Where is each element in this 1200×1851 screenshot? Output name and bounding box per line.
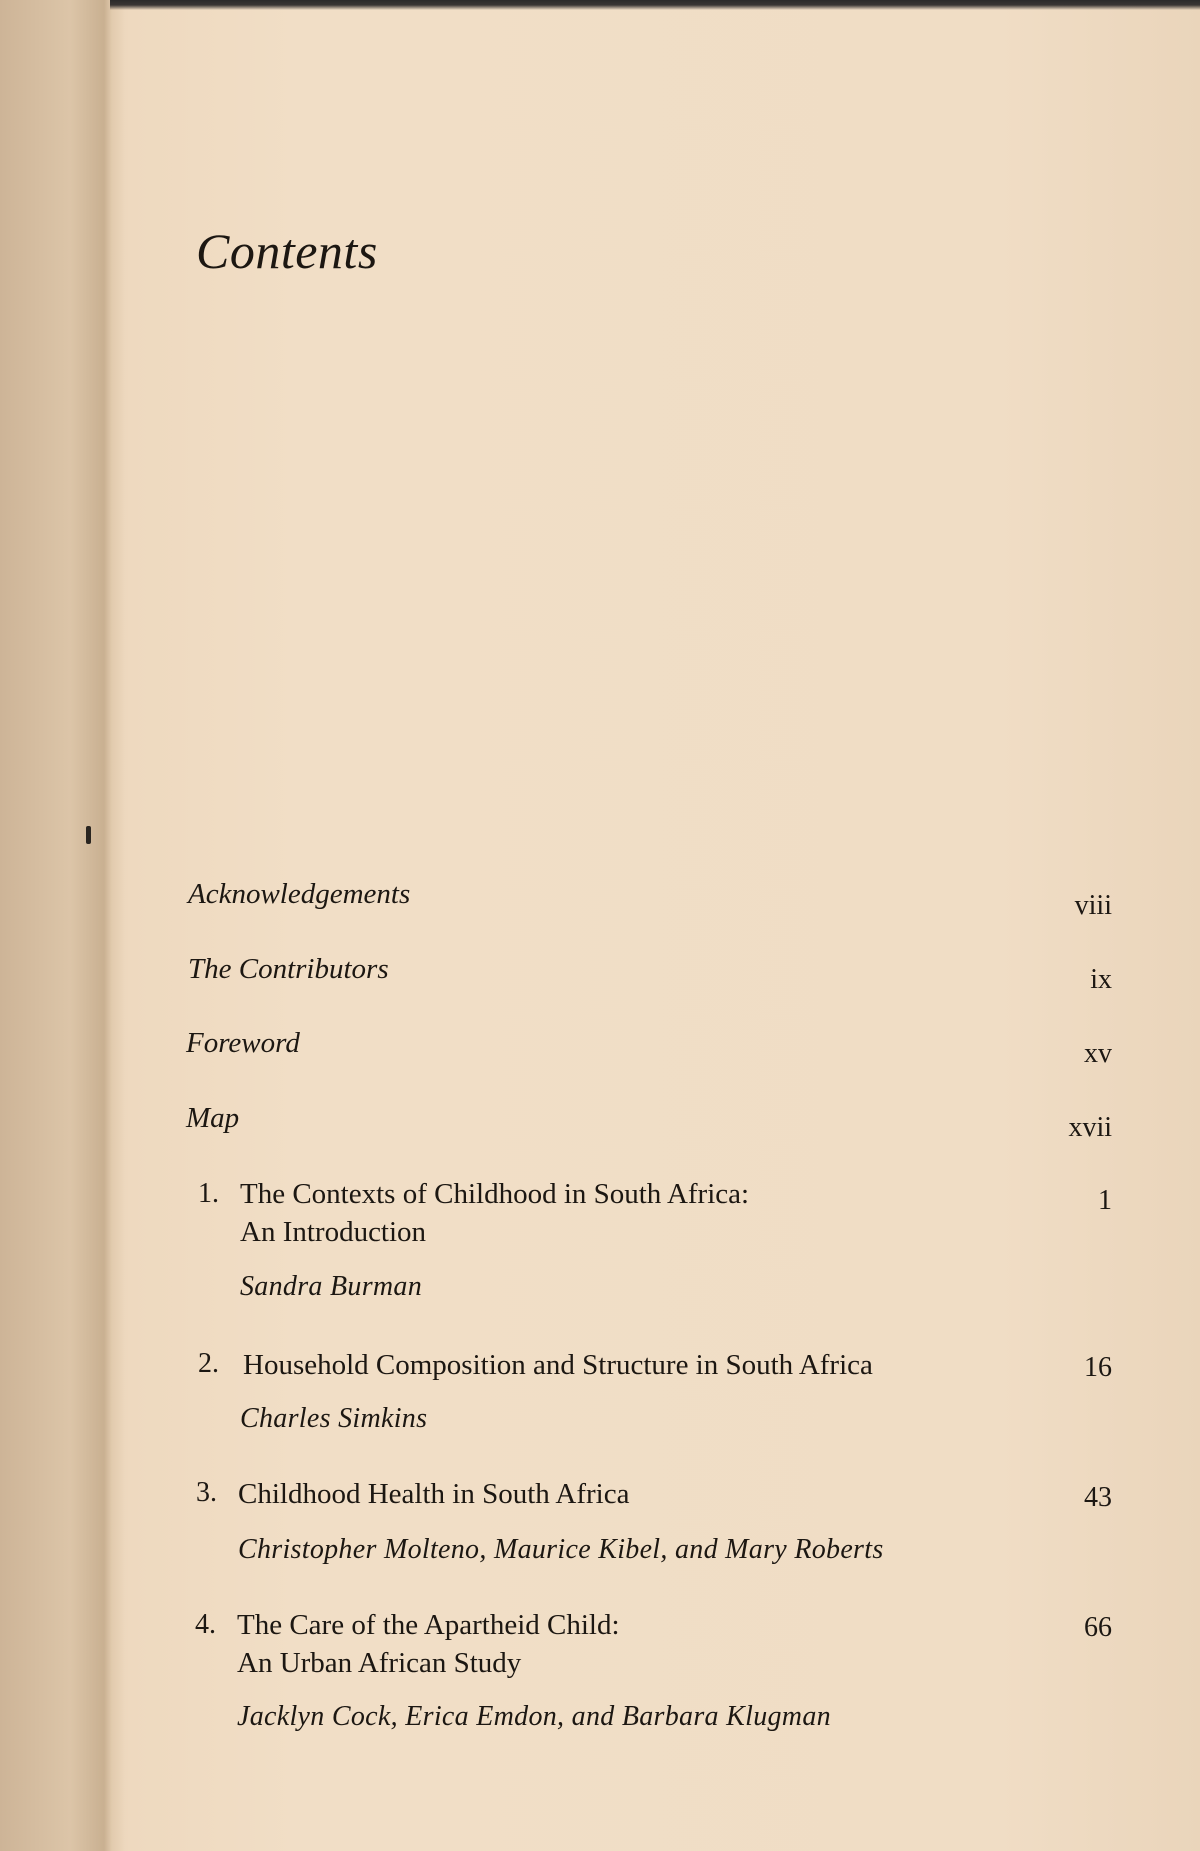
chapter-author: Charles Simkins <box>240 1403 428 1434</box>
chapter-page-number: 1 <box>1098 1185 1112 1216</box>
chapter-number: 3. <box>196 1477 217 1508</box>
chapter-title-line: The Care of the Apartheid Child: <box>237 1609 620 1641</box>
page-top-edge <box>110 0 1200 10</box>
chapter-author: Christopher Molteno, Maurice Kibel, and Mary Roberts <box>238 1534 884 1565</box>
front-matter-label-map: Map <box>186 1102 240 1134</box>
chapter-author: Sandra Burman <box>240 1271 423 1302</box>
front-matter-page-map: xvii <box>1068 1112 1112 1143</box>
chapter-title-line: An Urban African Study <box>237 1647 522 1679</box>
chapter-page-number: 43 <box>1084 1482 1112 1513</box>
front-matter-label-acknowledgements: Acknowledgements <box>188 878 411 910</box>
contents-heading: Contents <box>196 223 378 279</box>
front-matter-label-contributors: The Contributors <box>188 953 389 985</box>
book-binding-shadow <box>0 0 125 1851</box>
chapter-number: 1. <box>198 1178 219 1209</box>
chapter-title-line: Childhood Health in South Africa <box>238 1478 630 1510</box>
chapter-number: 2. <box>198 1348 219 1379</box>
chapter-title-line: An Introduction <box>240 1216 427 1248</box>
chapter-page-number: 16 <box>1084 1352 1112 1383</box>
front-matter-page-acknowledgements: viii <box>1074 890 1112 921</box>
front-matter-page-contributors: ix <box>1090 964 1112 995</box>
chapter-title-line: Household Composition and Structure in South Africa <box>243 1349 873 1381</box>
chapter-page-number: 66 <box>1084 1612 1112 1643</box>
front-matter-page-foreword: xv <box>1084 1038 1112 1069</box>
chapter-number: 4. <box>195 1609 216 1640</box>
chapter-author: Jacklyn Cock, Erica Emdon, and Barbara Klugman <box>237 1701 831 1732</box>
page-margin-mark <box>86 826 91 844</box>
front-matter-label-foreword: Foreword <box>186 1027 300 1059</box>
chapter-title-line: The Contexts of Childhood in South Africa: <box>240 1178 750 1210</box>
